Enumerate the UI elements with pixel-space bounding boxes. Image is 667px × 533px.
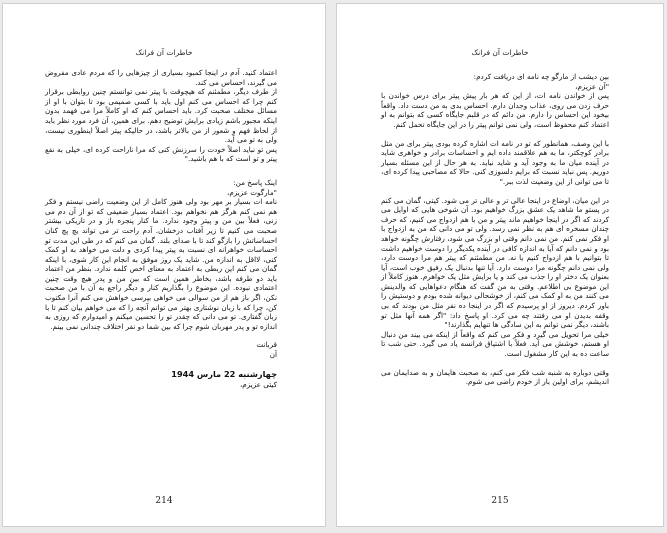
paragraph: اعتماد کنید. آدم در اینجا کمبود بسیاری از چیزهایی را که مردم عادی مفروض می گیرند، احساس می کند. — [45, 68, 277, 87]
paragraph: خیلی مرا تحویل می گیرد و فکر می کنم که واقعاً از اینکه می بیند من دنبال او هستم، خوشش می آید. فعلاً با اشتیاق فرانسه یاد می گیرد. حتی شب تا ساعت ده به این کار مشغول است. — [381, 329, 609, 359]
salutation: کیتی عزیزم، — [239, 379, 277, 389]
paragraph: از طرف دیگر، مطمئنم که هیچوقت با پیتر نمی توانستم چنین روابطی برقرار کنم چرا که احساس می کنم اول باید با کسی صمیمی بود تا بتوان با او از مسائل مختلف صحبت کرد. باید احساس کنم که او کاملاً مرا می فهمد بدون اینکه مجبور باشم زیادی برایش توضیح دهم. برای همین، آن فرد مورد نظر باید از لحاظ فهم و شعور از من بالاتر باشد، در حالیکه پیتر اصلاً اینطوری نیست، ولی به تو می آید. — [45, 87, 277, 145]
paragraph: پس از خواندن نامه ات، از این که هر بار پیش پیتر برای درس خواندن با حرف زدن می روی، عذاب وجدان دارم. احساس بدی به من دست داد. واقعاً بیخود این احساس را دارم. من دائم که در قلبم جایگاه کسی که بتوانم به او اعتماد کنم محفوظ است، ولی نمی توانم پیتر را در این جایگاه تحمل کنم. — [381, 91, 609, 129]
paragraph: "مارگوت عزیزم، — [227, 187, 277, 197]
paragraph: بین دیشب از مارگو چه نامه ای دریافت کردم: — [473, 72, 609, 81]
page-number: 215 — [491, 496, 509, 506]
signature: آن — [269, 350, 277, 360]
date-heading: چهارشنبه 22 مارس 1944 — [171, 368, 277, 379]
right-page — [336, 3, 664, 527]
paragraph: وقتی دوباره به شنبه شب فکر می کنم، به صحبت هایمان و به صدایمان می اندیشم، برای اولین بار از خودم راضی می شوم. — [381, 367, 609, 387]
paragraph: نامه ات بسیار بر مهر بود ولی هنوز کامل از این وضعیت راضی نیستم و فکر هم نمی کنم هرگز هم نخواهم بود. اعتماد بسیار ضعیفی که تو از آن دم می زنی، فعلاً بین من و پیتر وجود ندارد. ما کنار پنجره باز و در تاریکی بیشتر صحبت می کنیم تا زیر آفتاب درخشان. آدم راحت تر می تواند یچ پچ کنان احساساتش را بازگو کند تا با صدای بلند. گمان می کنم که در طی این مدت تو احساسات خواهرانه ای نسبت به پیتر پیدا کردی و دلت می خواهد به او کمک کنی، لااقل به اندازه من. شاید یک روز موفق به انجام این کار شوی، با اینکه گمان می کنم این ربطی به اعتماد به معنای اخص کلمه ندارد. بنظر من اعتماد باید دو طرفه باشد، بخاطر همین است که بین من و پدر هیچ وقت چنین اعتمادی نبوده. این موضوع را بگذاریم کنار و دیگر راجع به آن با من صحبت نکن، اگر باز هم از من سوالی می خواهی بپرسی خواهش می کنم آنرا مکتوب کن، چرا که با زبان نوشتاری بهتر می توانم آنچه را که می خواهم بیان کنم تا با زبان گفتاری. تو می دانی که چقدر تو را تحسین میکنم و امیدوارم که روزی به اندازه تو و پدر مهربان شوم چرا که بین شما دو نفر اختلاف چندانی نمی بینم. — [45, 197, 277, 331]
running-head: خاطرات آن فرانک — [471, 48, 529, 57]
paragraph: اینک پاسخ من: — [233, 177, 277, 187]
page-body — [381, 72, 609, 387]
page-number: 214 — [155, 496, 173, 506]
paragraph: "آن عزیزم، — [575, 81, 609, 91]
paragraph: با این وصف، همانطور که تو در نامه ات اشاره کرده بودی پیتر برای من مثل برادر کوچکتر، ما به هم علاقمند داده ایم و احساسات برادر و خواهری شاید در آینده میان ما به وجود آید و شاید نیاید. به هر حال از این مسئله بسیار دوریم. پس نباید نسبت که برایم دلسوزی کنی. حالا که مصاحبی پیدا کرده ای، تا می توانی از این وضعیت لذت ببر." — [381, 138, 609, 186]
running-head: خاطرات آن فرانک — [135, 48, 193, 57]
closing: قربانت — [256, 340, 277, 350]
paragraph: پس تو نباید اصلاً خودت را سرزنش کنی که مرا ناراحت کرده ای، خیلی به نفع پیتر و تو است که با هم باشید." — [45, 144, 277, 164]
page-body — [45, 68, 277, 389]
paragraph: در این میان، اوضاع در اینجا عالی تر و عالی تر می شود. کیتی، گمان می کنم در پستو ما شاهد یک عشق بزرگ خواهیم بود. آن شوخی هایی که اوایل می کردند که اگر در اینجا خواهیم ماند پیتر و من با هم ازدواج می کنیم، که حرف چندان مسخره ای هم به نظر نمی رسد. ولی تو می دانی که من به ازدواج با او فکر نمی کنم. من نمی دانم وقتی او بزرگ می شود، رفتارش چگونه خواهد بود و نمی دانم که آیا به اندازه کافی در آینده یکدیگر را دوست خواهیم داشت تا بتوانیم با هم ازدواج کنیم یا نه. من مطمئنم که پیتر هم مرا دوست دارد، ولی نمی دانم چگونه مرا دوست دارد. آیا تنها بدنبال یک رفیق خوب است، آیا بعنوان یک دختر او را جذب می کند و یا برایش مثل یک خواهرم. هنوز کاملاً از این موضوع بی اطلاعم. وقتی به من گفت که هنگام دعواهایی که والدینش می کنند من به او کمک می کنم، از خوشحالی دیوانه شده بودم و دوستیش را باور کردم. دیروز از او پرسیدم که اگر در اینجا ده نفر مثل من بودند که بی وقفه بدیدن او می رفتند چه می کرد. او پاسخ داد: "اگر همه آنها مثل تو باشند، دیگر نمی توانم به این سادگی ها تنهایم بگذارند!" — [381, 195, 609, 330]
left-page — [2, 3, 326, 527]
